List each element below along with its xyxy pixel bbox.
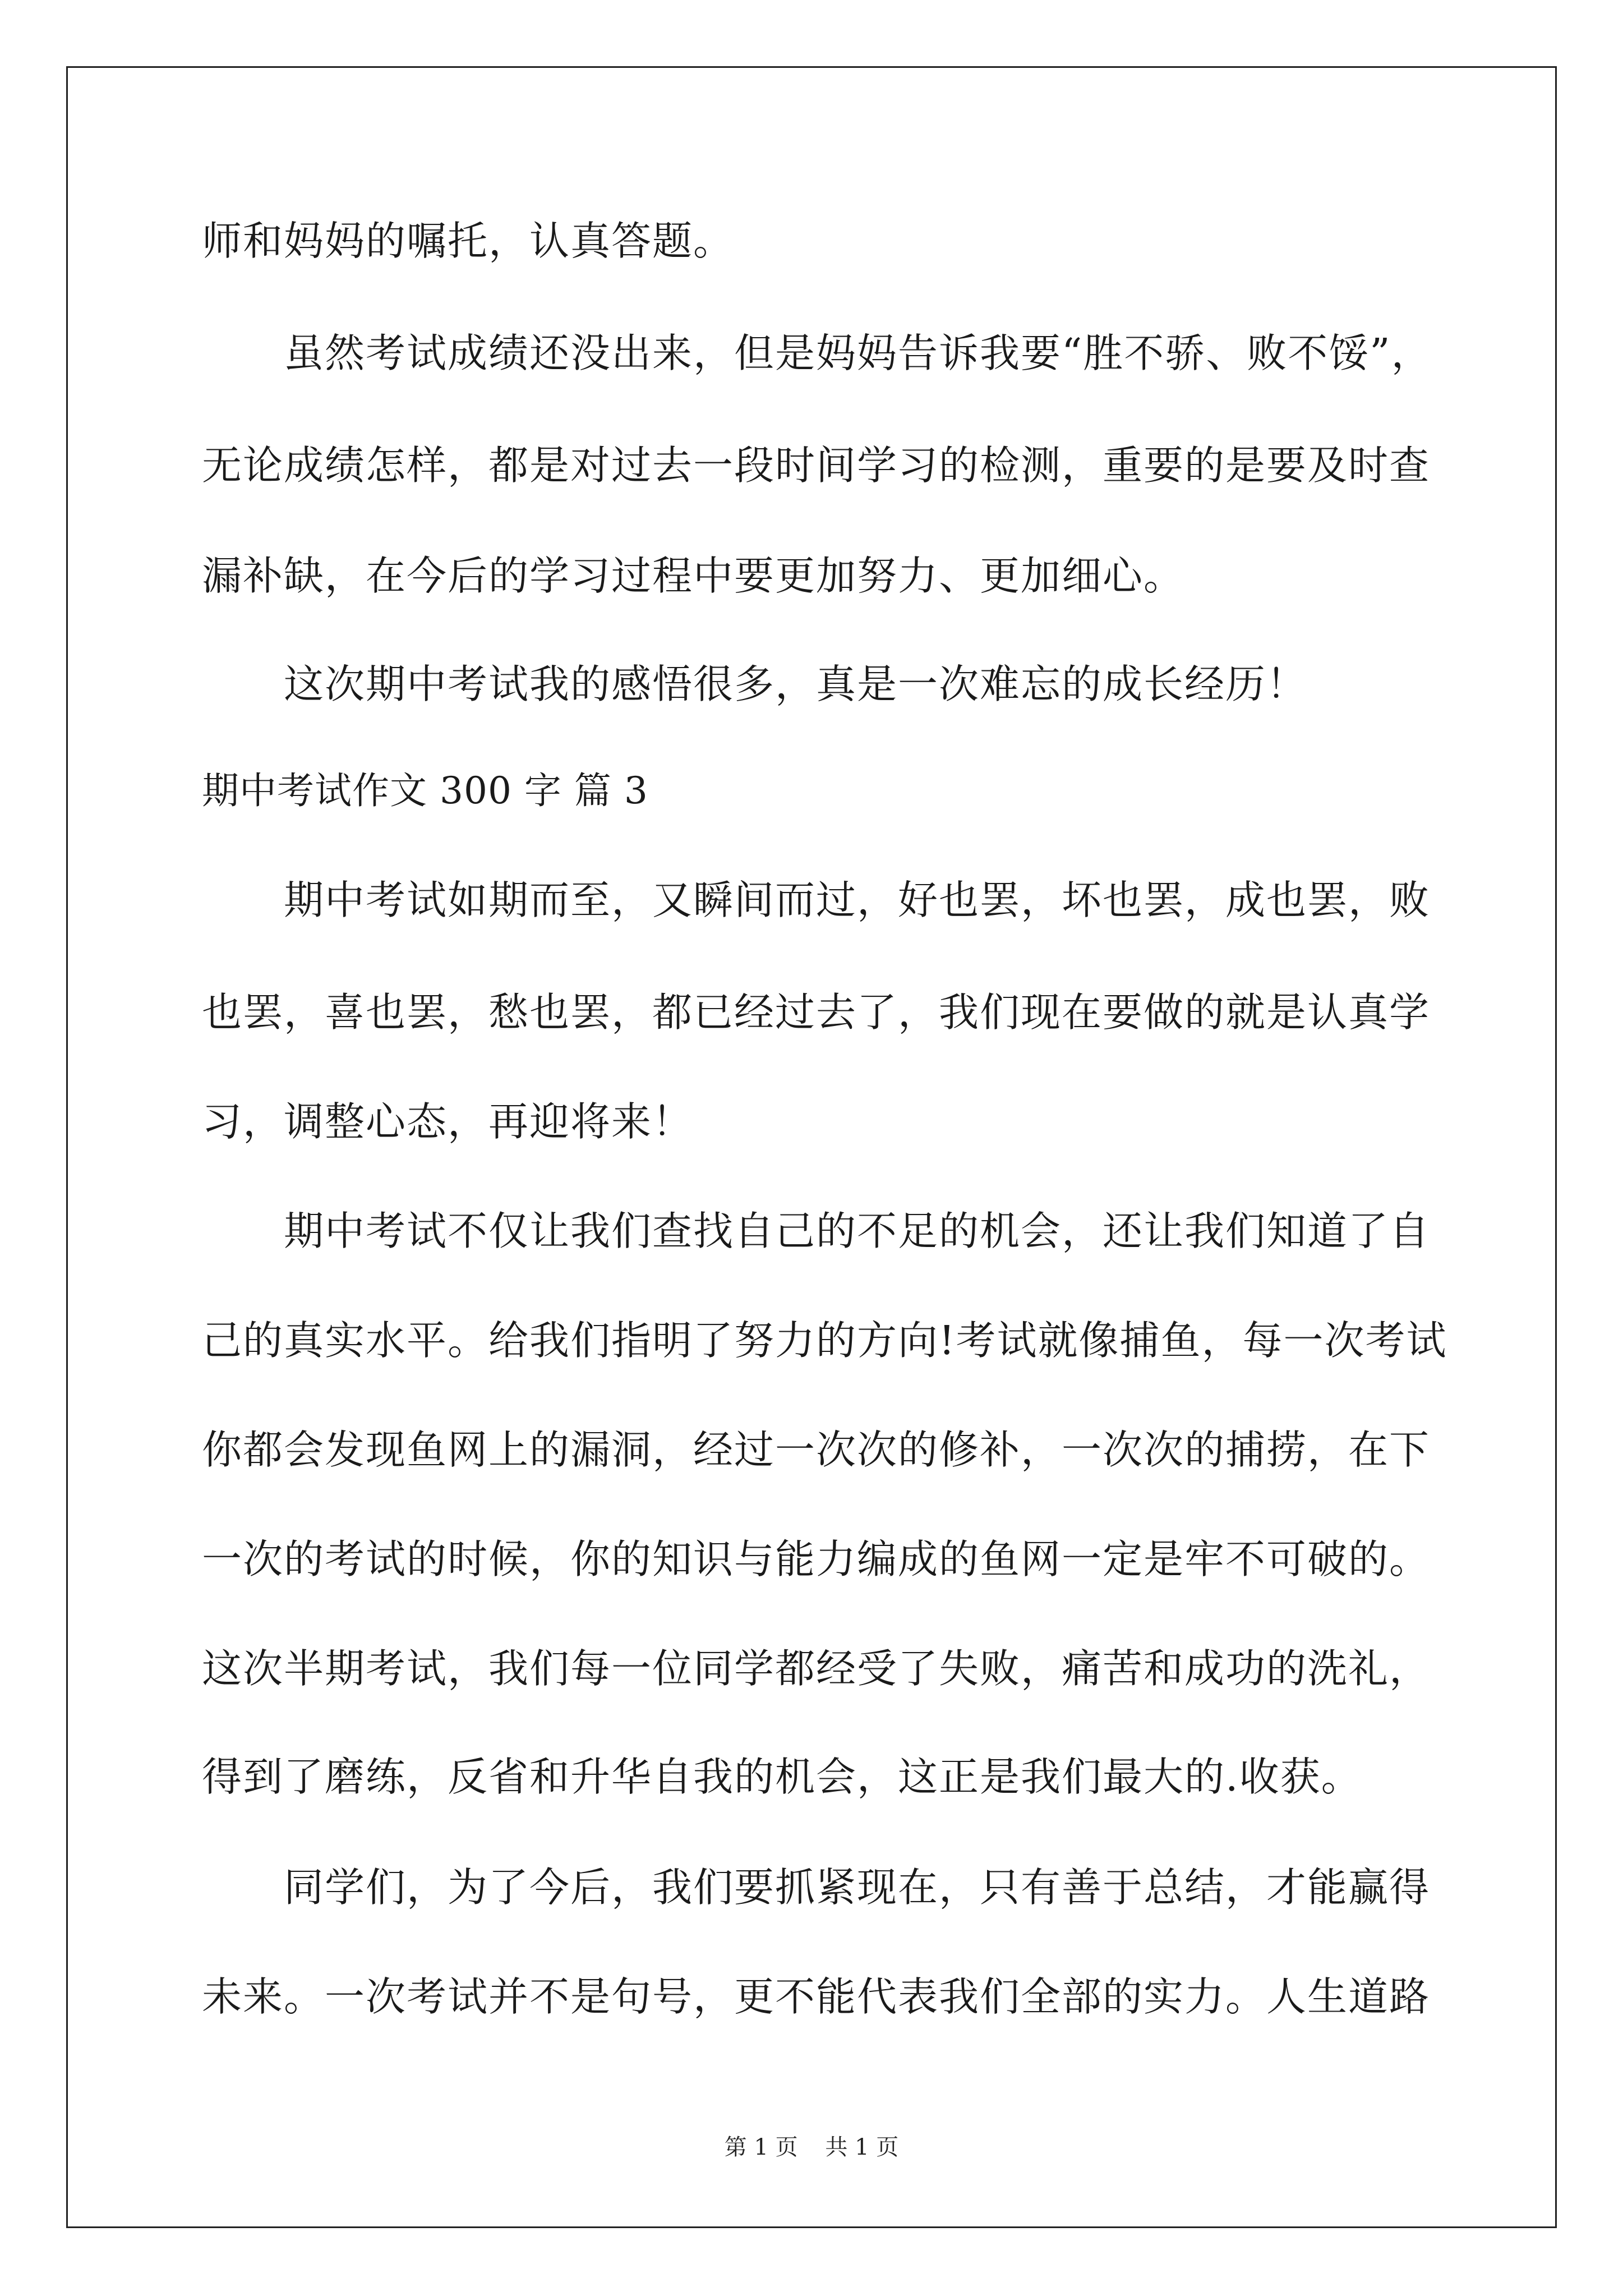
section-heading: 期中考试作文 300 字 篇 3 xyxy=(202,769,648,812)
page-footer xyxy=(0,2132,1623,2163)
paragraph-start: 虽然考试成绩还没出来，但是妈妈告诉我要“胜不骄、败不馁”， xyxy=(284,330,1432,376)
text-line: 无论成绩怎样，都是对过去一段时间学习的检测，重要的是要及时查 xyxy=(202,442,1431,489)
text-line: 己的真实水平。给我们指明了努力的方向!考试就像捕鱼，每一次考试 xyxy=(202,1317,1447,1364)
paragraph-start: 期中考试如期而至，又瞬间而过，好也罢，坏也罢，成也罢，败 xyxy=(284,877,1431,923)
paragraph-start: 期中考试不仅让我们查找自己的不足的机会，还让我们知道了自 xyxy=(284,1208,1431,1254)
page-number: 第 1 页 xyxy=(724,2134,798,2160)
page-total: 共 1 页 xyxy=(825,2134,899,2160)
paragraph-start: 同学们，为了今后，我们要抓紧现在，只有善于总结，才能赢得 xyxy=(284,1864,1431,1911)
text-line: 这次半期考试，我们每一位同学都经受了失败，痛苦和成功的洗礼， xyxy=(202,1645,1431,1692)
text-line: 得到了磨练，反省和升华自我的机会，这正是我们最大的.收获。 xyxy=(202,1754,1362,1800)
text-line: 一次的考试的时候，你的知识与能力编成的鱼网一定是牢不可破的。 xyxy=(202,1536,1431,1582)
text-line: 你都会发现鱼网上的漏洞，经过一次次的修补，一次次的捕捞，在下 xyxy=(202,1427,1431,1473)
paragraph-start: 这次期中考试我的感悟很多，真是一次难忘的成长经历！ xyxy=(284,661,1308,707)
text-line: 习，调整心态，再迎将来！ xyxy=(202,1098,694,1145)
text-line: 未来。一次考试并不是句号，更不能代表我们全部的实力。人生道路 xyxy=(202,1973,1431,2020)
text-line: 也罢，喜也罢，愁也罢，都已经过去了，我们现在要做的就是认真学 xyxy=(202,989,1431,1036)
text-line: 漏补缺，在今后的学习过程中要更加努力、更加细心。 xyxy=(202,553,1185,599)
text-line: 师和妈妈的嘱托，认真答题。 xyxy=(202,218,735,264)
